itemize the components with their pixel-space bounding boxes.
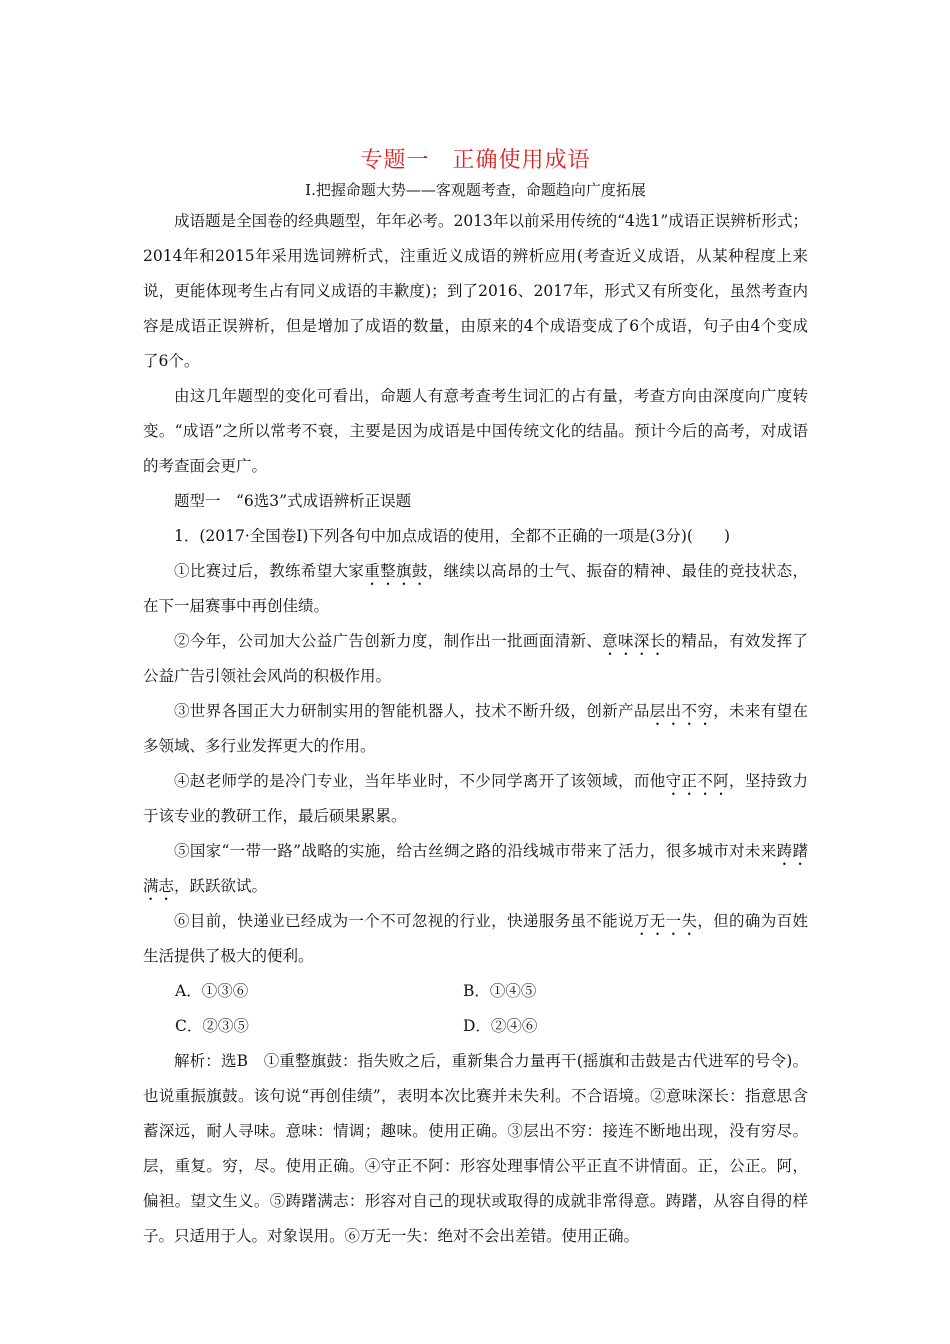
item-text: ④赵老师学的是冷门专业，当年毕业时，不少同学离开了该领域，而他 bbox=[174, 772, 666, 790]
item-text: ③世界各国正大力研制实用的智能机器人，技术不断升级，创新产品 bbox=[174, 702, 650, 720]
question-item-5 bbox=[143, 834, 808, 904]
question-item-2 bbox=[143, 624, 808, 694]
question-item-4 bbox=[143, 764, 808, 834]
dotted-idiom: 层出不穷 bbox=[649, 702, 714, 720]
item-text: ，坚持致力于该专业的教研工作，最后硕果累累。 bbox=[143, 772, 808, 825]
option-d: D．②④⑥ bbox=[463, 1017, 538, 1035]
analysis-paragraph: 解析：选B ①重整旗鼓：指失败之后，重新集合力量再干(摇旗和击鼓是古代进军的号令)。也说重振旗鼓。该句说“再创佳绩”，表明本次比赛并未失利。不合语境。②意味深长：指意思含蓄深远，耐人寻味。意味：情调；趣味。使用正确。③层出不穷：接连不断地出现，没有穷尽。层，重复。穷，尽。使用正确。④守正不阿：形容处理事情公平正直不讲情面。正，公正。阿，偏袒。望文生义。⑤踌躇满志：形容对自己的现状或取得的成就非常得意。踌躇，从容自得的样子。只适用于人。对象误用。⑥万无一失：绝对不会出差错。使用正确。 bbox=[143, 1052, 808, 1245]
answer-options bbox=[143, 974, 808, 1044]
question-stem: 1．(2017·全国卷Ⅰ)下列各句中加点成语的使用，全都不正确的一项是(3分)( ) bbox=[174, 527, 731, 545]
question-type-heading: 题型一 “6选3”式成语辨析正误题 bbox=[174, 492, 412, 510]
intro-paragraph-1: 成语题是全国卷的经典题型，年年必考。2013年以前采用传统的“4选1”成语正误辨析形式；2014年和2015年采用选词辨析式，注重近义成语的辨析应用(考查近义成语，从某种程度上来说，更能体现考生占有同义成语的丰歉度)；到了2016、2017年，形式又有所变化，虽然考查内容是成语正误辨析，但是增加了成语的数量，由原来的4个成语变成了6个成语，句子由4个变成了6个。 bbox=[143, 212, 808, 370]
dotted-idiom: 重整旗鼓 bbox=[364, 562, 428, 580]
page-title: 专题一 正确使用成语 bbox=[360, 148, 591, 173]
option-b: B．①④⑤ bbox=[463, 982, 537, 1000]
item-text: ，但的确为百姓生活提供了极大的便利。 bbox=[143, 912, 808, 965]
item-text: ⑥目前，快递业已经成为一个不可忽视的行业，快递服务虽不能说 bbox=[174, 912, 634, 930]
item-text: ①比赛过后，教练希望大家 bbox=[174, 562, 365, 580]
item-text: ，未来有望在多领域、多行业发挥更大的作用。 bbox=[143, 702, 808, 755]
item-text: ，跃跃欲试。 bbox=[174, 877, 268, 895]
item-text: ⑤国家“一带一路”战略的实施，给古丝绸之路的沿线城市带来了活力，很多城市对未来 bbox=[174, 842, 777, 860]
question-item-1 bbox=[143, 554, 808, 624]
section-subtitle: Ⅰ.把握命题大势——客观题考查，命题趋向广度拓展 bbox=[305, 181, 646, 199]
dotted-idiom: 踌躇满志 bbox=[143, 842, 808, 895]
dotted-idiom: 意味深长 bbox=[602, 632, 666, 650]
question-item-6 bbox=[143, 904, 808, 974]
dotted-idiom: 守正不阿 bbox=[665, 772, 730, 790]
option-c: C．②③⑤ bbox=[175, 1017, 249, 1035]
item-text: ，继续以高昂的士气、振奋的精神、最佳的竞技状态，在下一届赛事中再创佳绩。 bbox=[143, 562, 808, 615]
item-text: 的精品，有效发挥了公益广告引领社会风尚的积极作用。 bbox=[143, 632, 808, 685]
dotted-idiom: 万无一失 bbox=[633, 912, 698, 930]
intro-paragraph-2: 由这几年题型的变化可看出，命题人有意考查考生词汇的占有量，考查方向由深度向广度转变。“成语”之所以常考不衰，主要是因为成语是中国传统文化的结晶。预计今后的高考，对成语的考查面会更广。 bbox=[143, 387, 808, 475]
option-a: A．①③⑥ bbox=[175, 982, 249, 1000]
question-item-3 bbox=[143, 694, 808, 764]
item-text: ②今年，公司加大公益广告创新力度，制作出一批画面清新、 bbox=[174, 632, 603, 650]
document-page bbox=[143, 146, 808, 1254]
